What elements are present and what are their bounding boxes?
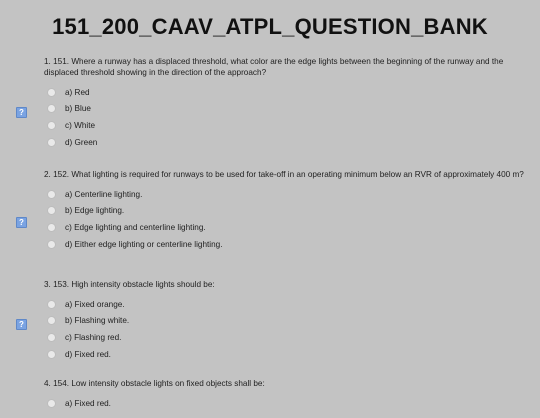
radio-button[interactable] [47, 138, 56, 147]
answer-option[interactable] [47, 203, 540, 220]
answer-option[interactable] [47, 101, 540, 118]
radio-button[interactable] [47, 121, 56, 130]
option-label: c) Flashing red. [65, 332, 122, 342]
answer-option[interactable] [47, 84, 540, 101]
answer-option[interactable] [47, 296, 540, 313]
radio-button[interactable] [47, 350, 56, 359]
option-label: a) Centerline lighting. [65, 189, 143, 199]
answer-option[interactable] [47, 186, 540, 203]
answer-option[interactable] [47, 134, 540, 151]
answer-option[interactable] [47, 329, 540, 346]
option-label: b) Edge lighting. [65, 206, 125, 216]
option-label: b) Flashing white. [65, 316, 130, 326]
option-label: d) Fixed red. [65, 349, 111, 359]
options-list [0, 296, 540, 362]
option-label: a) Fixed red. [65, 398, 111, 408]
radio-button[interactable] [47, 88, 56, 97]
option-label: b) Blue [65, 104, 91, 114]
question-3 [0, 279, 540, 378]
radio-button[interactable] [47, 399, 56, 408]
options-list [0, 186, 540, 252]
help-icon[interactable]: ? [16, 319, 27, 330]
question-text: 4. 154. Low intensity obstacle lights on fixed objects shall be: [44, 379, 265, 388]
radio-button[interactable] [47, 223, 56, 232]
question-1 [0, 56, 540, 169]
help-icon[interactable]: ? [16, 217, 27, 228]
options-list [0, 84, 540, 150]
answer-option[interactable] [47, 236, 540, 253]
answer-option[interactable] [47, 117, 540, 134]
radio-button[interactable] [47, 300, 56, 309]
option-label: c) White [65, 120, 96, 130]
answer-option[interactable] [47, 346, 540, 363]
radio-button[interactable] [47, 333, 56, 342]
answer-option[interactable] [47, 219, 540, 236]
option-label: a) Red [65, 87, 90, 97]
question-text: 1. 151. Where a runway has a displaced threshold, what color are the edge lights between the beginning of the runway and the displaced threshold showing in the direction of the approach? [44, 57, 504, 77]
radio-button[interactable] [47, 190, 56, 199]
radio-button[interactable] [47, 316, 56, 325]
question-text: 2. 152. What lighting is required for runways to be used for take-off in an operating minimum below an RVR of approximately 400 m? [44, 170, 524, 179]
question-list [0, 56, 540, 418]
radio-button[interactable] [47, 240, 56, 249]
question-4 [0, 378, 540, 418]
question-text: 3. 153. High intensity obstacle lights should be: [44, 280, 215, 289]
option-label: d) Green [65, 137, 98, 147]
page-title: 151_200_CAAV_ATPL_QUESTION_BANK [52, 14, 488, 39]
radio-button[interactable] [47, 104, 56, 113]
option-label: c) Edge lighting and centerline lighting. [65, 222, 206, 232]
option-label: a) Fixed orange. [65, 299, 125, 309]
answer-option[interactable] [47, 395, 540, 412]
help-icon[interactable]: ? [16, 107, 27, 118]
radio-button[interactable] [47, 206, 56, 215]
options-list [0, 395, 540, 412]
question-2 [0, 169, 540, 279]
answer-option[interactable] [47, 313, 540, 330]
option-label: d) Either edge lighting or centerline lighting. [65, 239, 223, 249]
